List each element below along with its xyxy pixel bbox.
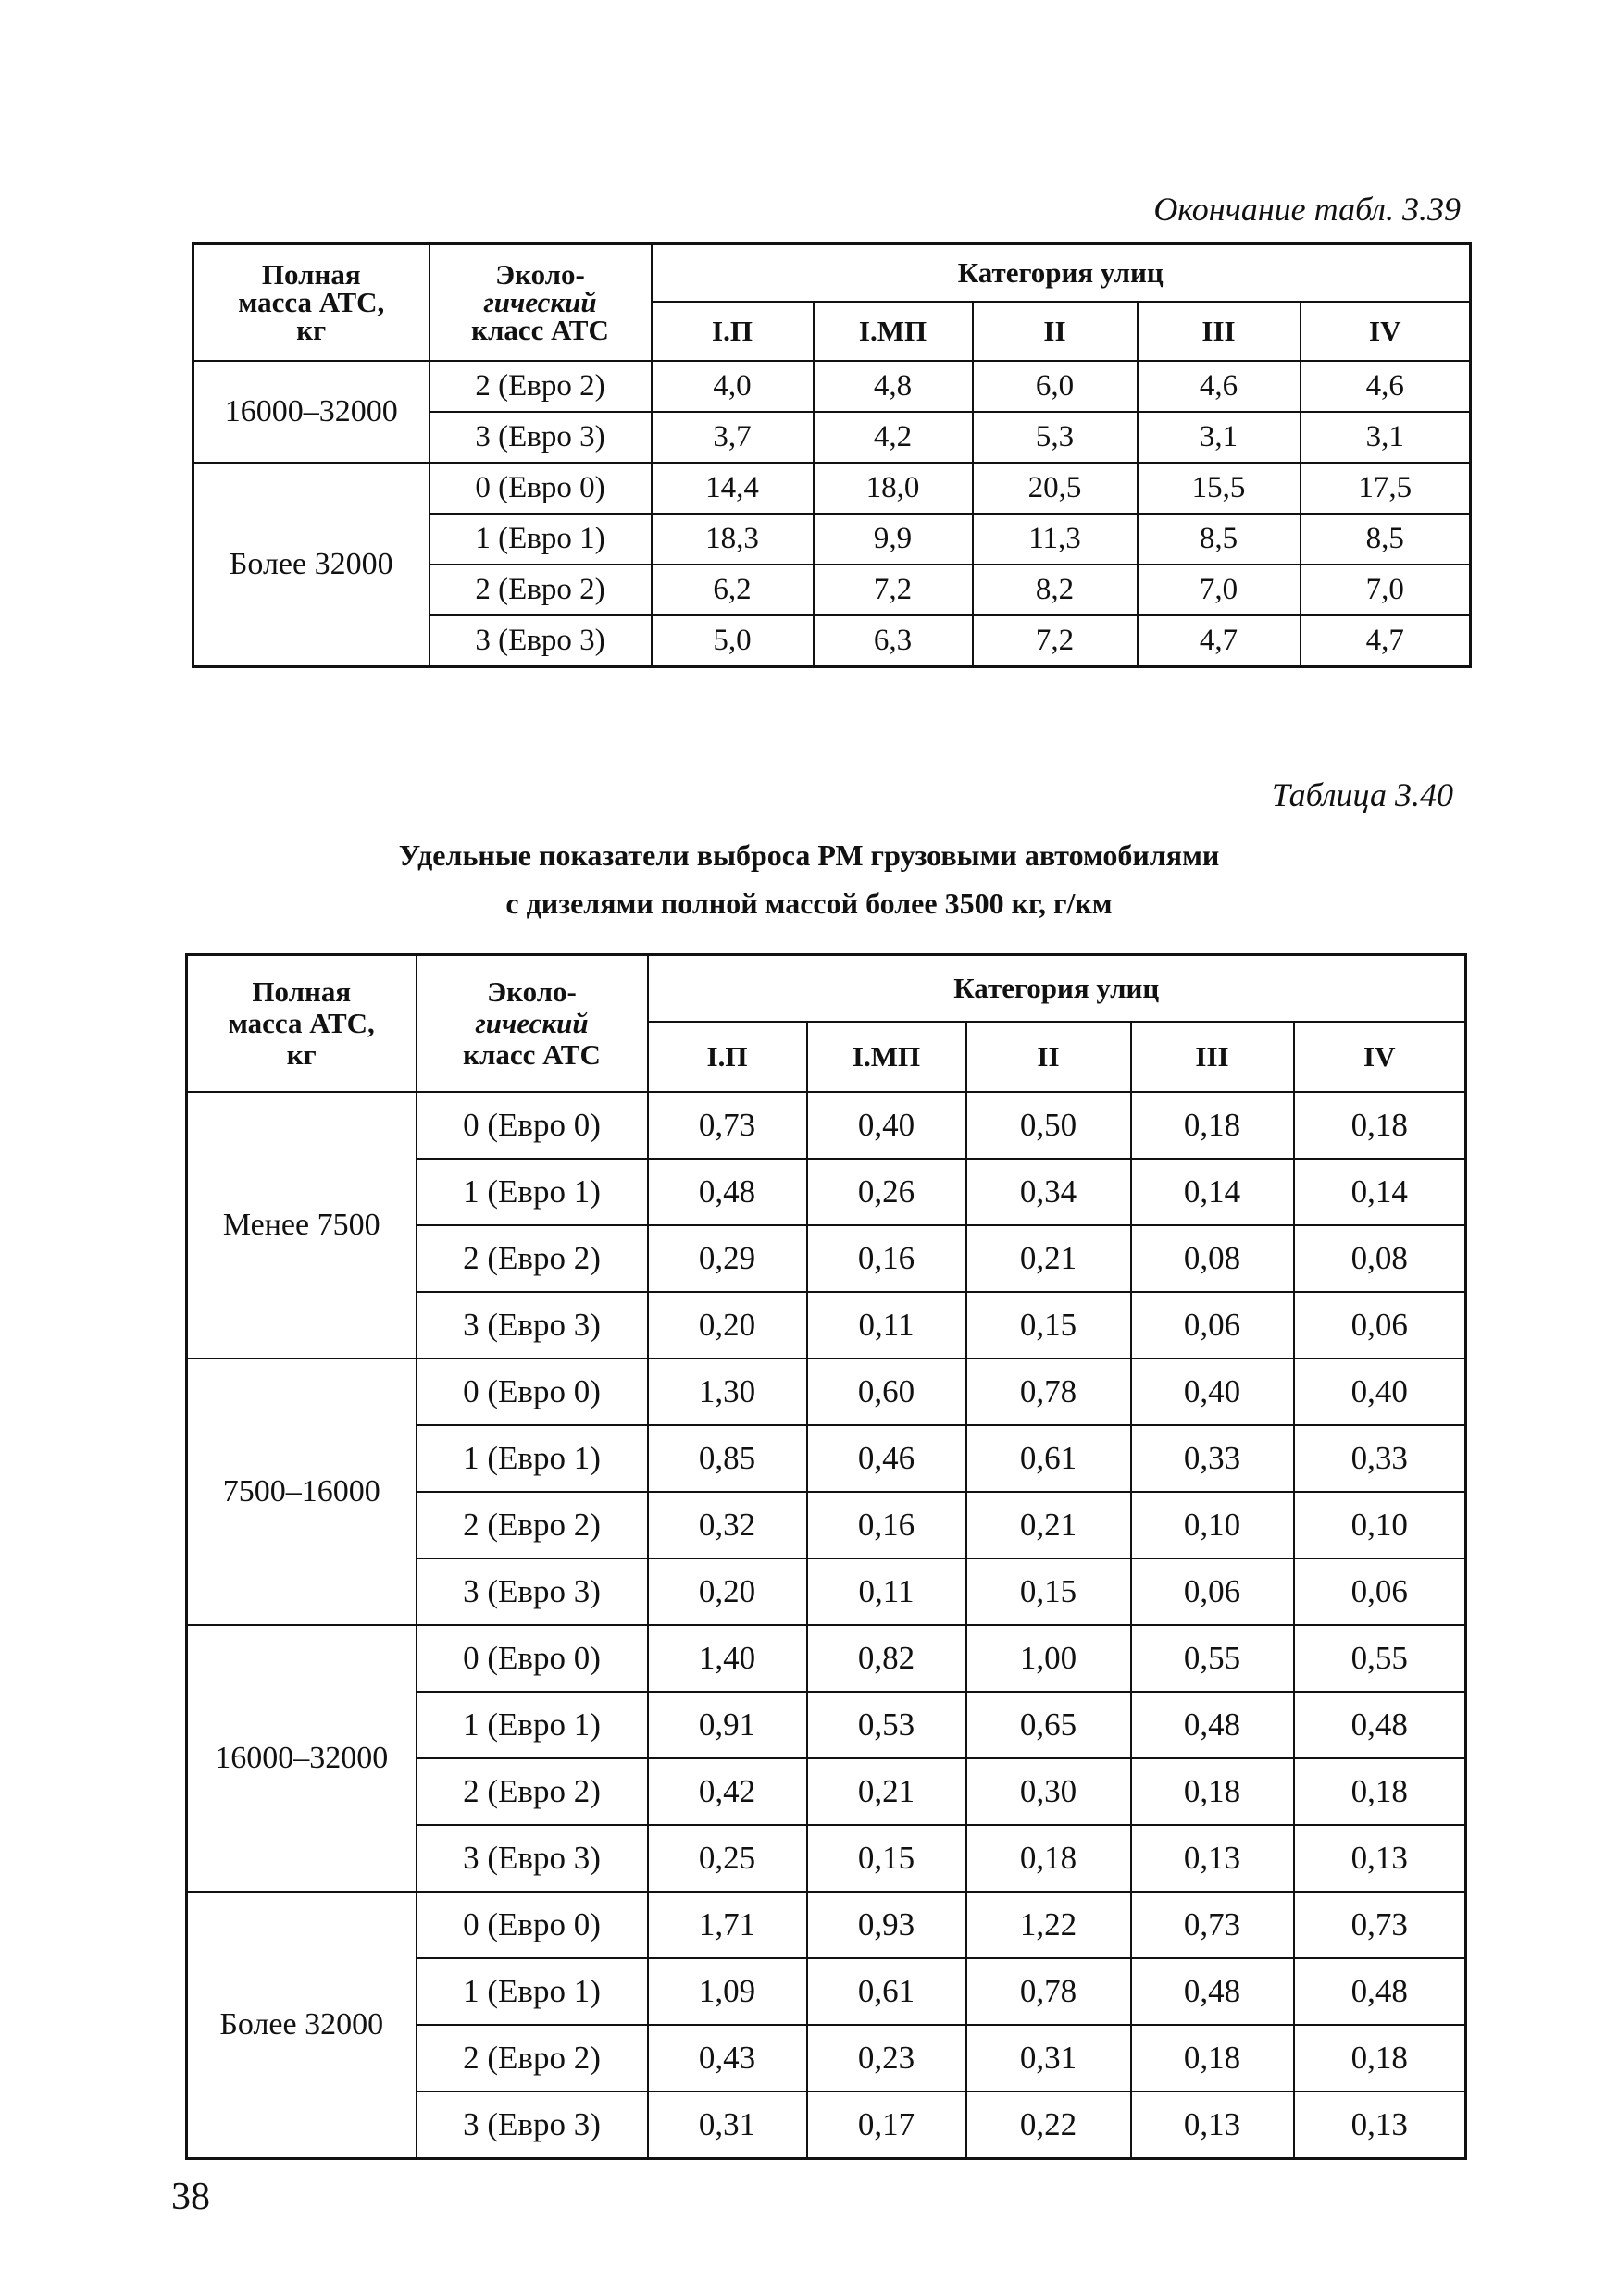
value-cell: 0,61: [966, 1425, 1131, 1492]
table1-caption: Окончание табл. 3.39: [1153, 191, 1461, 228]
value-cell: 0,18: [1131, 1758, 1294, 1825]
table-row: [187, 1625, 1466, 1692]
value-cell: 0,40: [807, 1092, 966, 1159]
header-eco-line: класс АТС: [471, 313, 609, 346]
header-col: IV: [1301, 302, 1471, 361]
value-cell: 5,3: [973, 412, 1138, 463]
value-cell: 5,0: [652, 615, 814, 667]
value-cell: 0,65: [966, 1692, 1131, 1758]
value-cell: 0,18: [1131, 2025, 1294, 2091]
eco-class-cell: 1 (Евро 1): [429, 514, 652, 565]
value-cell: 0,15: [966, 1558, 1131, 1625]
value-cell: 0,10: [1131, 1492, 1294, 1558]
value-cell: 4,6: [1301, 361, 1471, 412]
table-row: [187, 1892, 1466, 1958]
header-col: I.П: [652, 302, 814, 361]
value-cell: 15,5: [1138, 463, 1301, 514]
value-cell: 0,06: [1294, 1558, 1466, 1625]
value-cell: 0,43: [648, 2025, 807, 2091]
value-cell: 0,85: [648, 1425, 807, 1492]
value-cell: 0,25: [648, 1825, 807, 1892]
eco-class-cell: 3 (Евро 3): [417, 2091, 648, 2159]
value-cell: 1,40: [648, 1625, 807, 1692]
value-cell: 3,1: [1138, 412, 1301, 463]
value-cell: 4,8: [814, 361, 973, 412]
value-cell: 0,48: [1131, 1692, 1294, 1758]
value-cell: 7,0: [1301, 565, 1471, 615]
header-eco-line: гический: [475, 1006, 589, 1039]
value-cell: 1,30: [648, 1359, 807, 1425]
eco-class-cell: 2 (Евро 2): [417, 2025, 648, 2091]
eco-class-cell: 0 (Евро 0): [417, 1359, 648, 1425]
value-cell: 0,11: [807, 1292, 966, 1359]
value-cell: 6,0: [973, 361, 1138, 412]
header-col: I.П: [648, 1022, 807, 1092]
value-cell: 0,26: [807, 1159, 966, 1225]
header-mass-line: масса АТС,: [238, 285, 385, 318]
mass-cell: Более 32000: [193, 463, 429, 667]
mass-cell: 16000–32000: [193, 361, 429, 463]
value-cell: 0,61: [807, 1958, 966, 2025]
value-cell: 0,10: [1294, 1492, 1466, 1558]
header-eco-class: [429, 244, 652, 361]
eco-class-cell: 2 (Евро 2): [417, 1492, 648, 1558]
header-mass: [193, 244, 429, 361]
header-col: IV: [1294, 1022, 1466, 1092]
value-cell: 11,3: [973, 514, 1138, 565]
value-cell: 0,78: [966, 1958, 1131, 2025]
value-cell: 0,18: [1294, 1758, 1466, 1825]
value-cell: 0,17: [807, 2091, 966, 2159]
header-eco-class: [417, 955, 648, 1092]
value-cell: 0,21: [807, 1758, 966, 1825]
value-cell: 0,55: [1131, 1625, 1294, 1692]
eco-class-cell: 0 (Евро 0): [417, 1625, 648, 1692]
value-cell: 0,29: [648, 1225, 807, 1292]
value-cell: 3,7: [652, 412, 814, 463]
value-cell: 17,5: [1301, 463, 1471, 514]
value-cell: 7,2: [814, 565, 973, 615]
value-cell: 0,23: [807, 2025, 966, 2091]
eco-class-cell: 2 (Евро 2): [417, 1225, 648, 1292]
value-cell: 0,82: [807, 1625, 966, 1692]
value-cell: 4,7: [1138, 615, 1301, 667]
value-cell: 0,16: [807, 1492, 966, 1558]
eco-class-cell: 2 (Евро 2): [417, 1758, 648, 1825]
header-eco-line: гический: [483, 285, 597, 318]
value-cell: 4,0: [652, 361, 814, 412]
header-col: II: [973, 302, 1138, 361]
value-cell: 0,21: [966, 1225, 1131, 1292]
value-cell: 8,5: [1301, 514, 1471, 565]
value-cell: 0,93: [807, 1892, 966, 1958]
value-cell: 18,3: [652, 514, 814, 565]
value-cell: 0,21: [966, 1492, 1131, 1558]
eco-class-cell: 1 (Евро 1): [417, 1425, 648, 1492]
header-col: I.МП: [807, 1022, 966, 1092]
value-cell: 0,16: [807, 1225, 966, 1292]
value-cell: 0,78: [966, 1359, 1131, 1425]
value-cell: 0,48: [1131, 1958, 1294, 2025]
value-cell: 0,73: [1131, 1892, 1294, 1958]
header-eco-line: класс АТС: [463, 1037, 601, 1071]
header-mass-line: кг: [296, 313, 327, 346]
value-cell: 1,09: [648, 1958, 807, 2025]
value-cell: 0,33: [1294, 1425, 1466, 1492]
table-row: [187, 1359, 1466, 1425]
value-cell: 0,34: [966, 1159, 1131, 1225]
eco-class-cell: 1 (Евро 1): [417, 1159, 648, 1225]
value-cell: 0,40: [1131, 1359, 1294, 1425]
header-col: III: [1138, 302, 1301, 361]
value-cell: 1,22: [966, 1892, 1131, 1958]
value-cell: 0,18: [1131, 1092, 1294, 1159]
mass-cell: Более 32000: [187, 1892, 417, 2159]
eco-class-cell: 3 (Евро 3): [417, 1558, 648, 1625]
header-mass-line: кг: [286, 1037, 317, 1071]
value-cell: 7,0: [1138, 565, 1301, 615]
eco-class-cell: 3 (Евро 3): [417, 1825, 648, 1892]
value-cell: 0,31: [648, 2091, 807, 2159]
eco-class-cell: 0 (Евро 0): [417, 1092, 648, 1159]
value-cell: 0,60: [807, 1359, 966, 1425]
value-cell: 0,18: [966, 1825, 1131, 1892]
value-cell: 0,06: [1294, 1292, 1466, 1359]
eco-class-cell: 1 (Евро 1): [417, 1692, 648, 1758]
value-cell: 0,14: [1294, 1159, 1466, 1225]
value-cell: 0,06: [1131, 1558, 1294, 1625]
value-cell: 4,7: [1301, 615, 1471, 667]
value-cell: 4,2: [814, 412, 973, 463]
value-cell: 0,32: [648, 1492, 807, 1558]
value-cell: 0,08: [1131, 1225, 1294, 1292]
value-cell: 7,2: [973, 615, 1138, 667]
value-cell: 0,50: [966, 1092, 1131, 1159]
value-cell: 0,48: [1294, 1692, 1466, 1758]
table2-title-line2: с дизелями полной массой более 3500 кг, г/км: [505, 887, 1113, 920]
value-cell: 8,5: [1138, 514, 1301, 565]
value-cell: 0,55: [1294, 1625, 1466, 1692]
mass-cell: 16000–32000: [187, 1625, 417, 1892]
header-category: Категория улиц: [648, 955, 1466, 1022]
value-cell: 0,22: [966, 2091, 1131, 2159]
value-cell: 0,48: [1294, 1958, 1466, 2025]
value-cell: 0,13: [1131, 2091, 1294, 2159]
table-3-39-continuation: [192, 242, 1472, 668]
eco-class-cell: 2 (Евро 2): [429, 361, 652, 412]
value-cell: 9,9: [814, 514, 973, 565]
table-row: [193, 463, 1471, 514]
value-cell: 0,08: [1294, 1225, 1466, 1292]
eco-class-cell: 3 (Евро 3): [429, 615, 652, 667]
header-col: III: [1131, 1022, 1294, 1092]
value-cell: 0,30: [966, 1758, 1131, 1825]
value-cell: 0,73: [1294, 1892, 1466, 1958]
eco-class-cell: 3 (Евро 3): [417, 1292, 648, 1359]
table-row: [187, 1092, 1466, 1159]
value-cell: 0,13: [1294, 2091, 1466, 2159]
value-cell: 0,15: [807, 1825, 966, 1892]
header-mass-line: масса АТС,: [228, 1006, 375, 1039]
value-cell: 0,15: [966, 1292, 1131, 1359]
value-cell: 0,18: [1294, 1092, 1466, 1159]
header-mass: [187, 955, 417, 1092]
eco-class-cell: 3 (Евро 3): [429, 412, 652, 463]
value-cell: 0,13: [1294, 1825, 1466, 1892]
table-row: [193, 361, 1471, 412]
header-category: Категория улиц: [652, 244, 1471, 302]
header-eco-line: Эколо-: [495, 257, 585, 291]
table2-caption: Таблица 3.40: [1271, 776, 1453, 813]
header-mass-line: Полная: [252, 974, 352, 1008]
header-col: I.МП: [814, 302, 973, 361]
mass-cell: Менее 7500: [187, 1092, 417, 1359]
value-cell: 0,31: [966, 2025, 1131, 2091]
value-cell: 6,2: [652, 565, 814, 615]
header-col: II: [966, 1022, 1131, 1092]
value-cell: 0,73: [648, 1092, 807, 1159]
value-cell: 1,00: [966, 1625, 1131, 1692]
eco-class-cell: 0 (Евро 0): [429, 463, 652, 514]
table-3-40: [185, 953, 1467, 2160]
value-cell: 0,06: [1131, 1292, 1294, 1359]
value-cell: 4,6: [1138, 361, 1301, 412]
eco-class-cell: 2 (Евро 2): [429, 565, 652, 615]
header-mass-line: Полная: [261, 257, 361, 291]
value-cell: 0,11: [807, 1558, 966, 1625]
eco-class-cell: 1 (Евро 1): [417, 1958, 648, 2025]
value-cell: 0,20: [648, 1558, 807, 1625]
table2-title-line1: Удельные показатели выброса РМ грузовыми автомобилями: [398, 838, 1220, 872]
value-cell: 0,20: [648, 1292, 807, 1359]
value-cell: 3,1: [1301, 412, 1471, 463]
value-cell: 0,91: [648, 1692, 807, 1758]
value-cell: 0,14: [1131, 1159, 1294, 1225]
value-cell: 8,2: [973, 565, 1138, 615]
value-cell: 6,3: [814, 615, 973, 667]
value-cell: 1,71: [648, 1892, 807, 1958]
value-cell: 0,48: [648, 1159, 807, 1225]
value-cell: 0,13: [1131, 1825, 1294, 1892]
value-cell: 20,5: [973, 463, 1138, 514]
eco-class-cell: 0 (Евро 0): [417, 1892, 648, 1958]
value-cell: 0,18: [1294, 2025, 1466, 2091]
mass-cell: 7500–16000: [187, 1359, 417, 1625]
value-cell: 14,4: [652, 463, 814, 514]
value-cell: 0,53: [807, 1692, 966, 1758]
value-cell: 0,46: [807, 1425, 966, 1492]
value-cell: 0,42: [648, 1758, 807, 1825]
value-cell: 0,40: [1294, 1359, 1466, 1425]
value-cell: 18,0: [814, 463, 973, 514]
header-eco-line: Эколо-: [487, 974, 577, 1008]
value-cell: 0,33: [1131, 1425, 1294, 1492]
page-number: 38: [171, 2176, 210, 2218]
